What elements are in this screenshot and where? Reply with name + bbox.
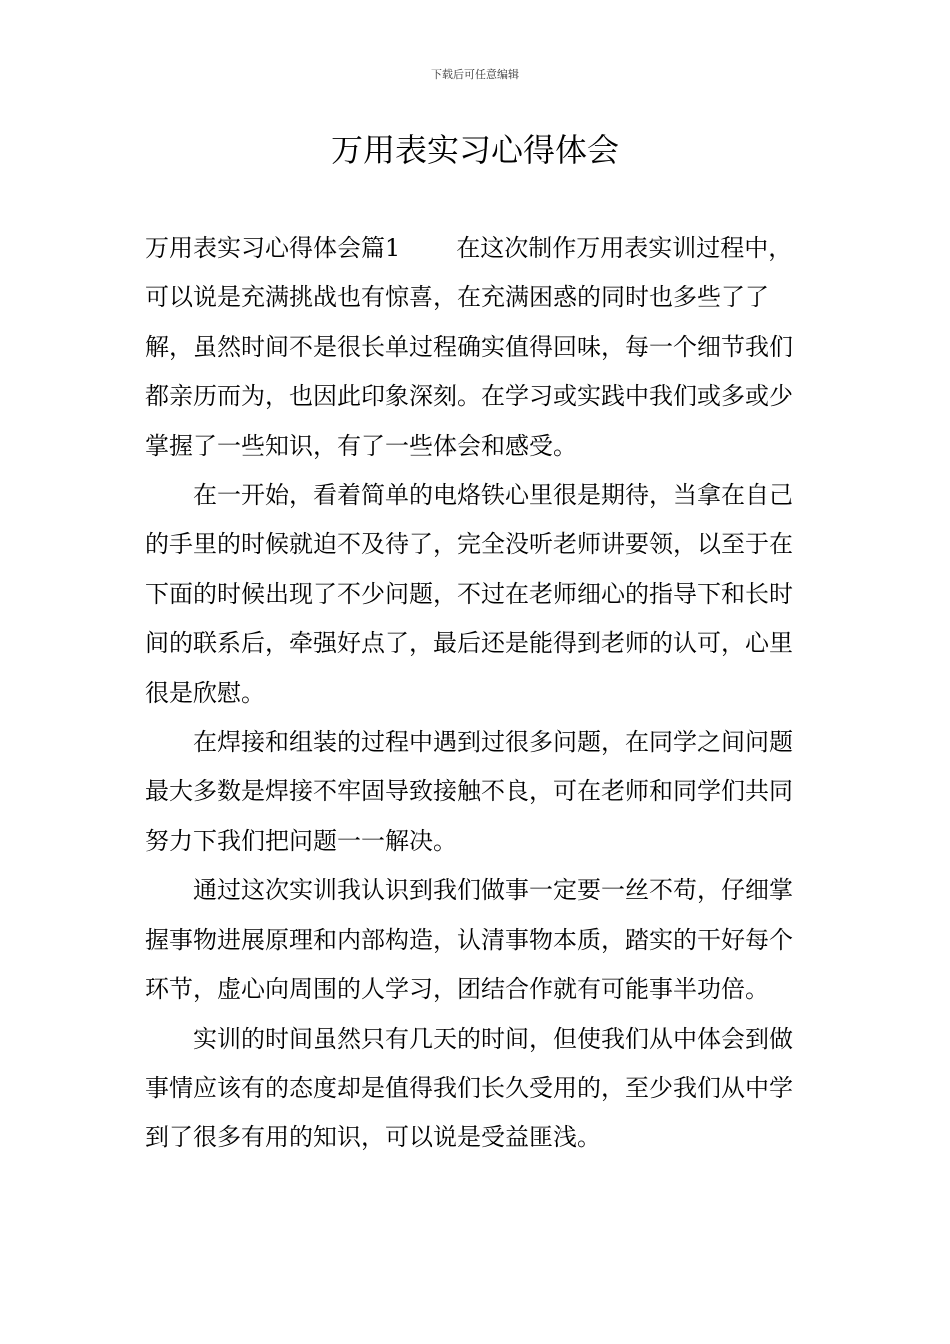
paragraph-1-text: 在这次制作万用表实训过程中，可以说是充满挑战也有惊喜，在充满困惑的同时也多些了了解，虽然时间不是很长单过程确实值得回味，每一个细节我们都亲历而为，也因此印象深刻。在学习或实践中我们或多或少掌握了一些知识，有了一些体会和感受。	[145, 234, 793, 460]
header-note: 下载后可任意编辑	[431, 68, 519, 81]
paragraph-1	[145, 224, 810, 471]
paragraph-3: 在焊接和组装的过程中遇到过很多问题，在同学之间问题最大多数是焊接不牢固导致接触不良，可在老师和同学们共同努力下我们把问题一一解决。	[145, 728, 793, 855]
section-lead: 万用表实习心得体会篇1	[145, 234, 401, 262]
paragraph-4: 通过这次实训我认识到我们做事一定要一丝不苟，仔细掌握事物进展原理和内部构造，认清事物本质，踏实的干好每个环节，虚心向周围的人学习，团结合作就有可能事半功倍。	[145, 876, 793, 1004]
paragraph-2: 在一开始，看着简单的电烙铁心里很是期待，当拿在自己的手里的时候就迫不及待了，完全没听老师讲要领，以至于在下面的时候出现了不少问题，不过在老师细心的指导下和长时间的联系后，牵强好点了，最后还是能得到老师的认可，心里很是欣慰。	[145, 481, 793, 707]
document-title: 万用表实习心得体会	[330, 131, 619, 169]
paragraph-5: 实训的时间虽然只有几天的时间，但使我们从中体会到做事情应该有的态度却是值得我们长久受用的，至少我们从中学到了很多有用的知识，可以说是受益匪浅。	[145, 1024, 793, 1152]
document-body	[145, 224, 810, 1163]
